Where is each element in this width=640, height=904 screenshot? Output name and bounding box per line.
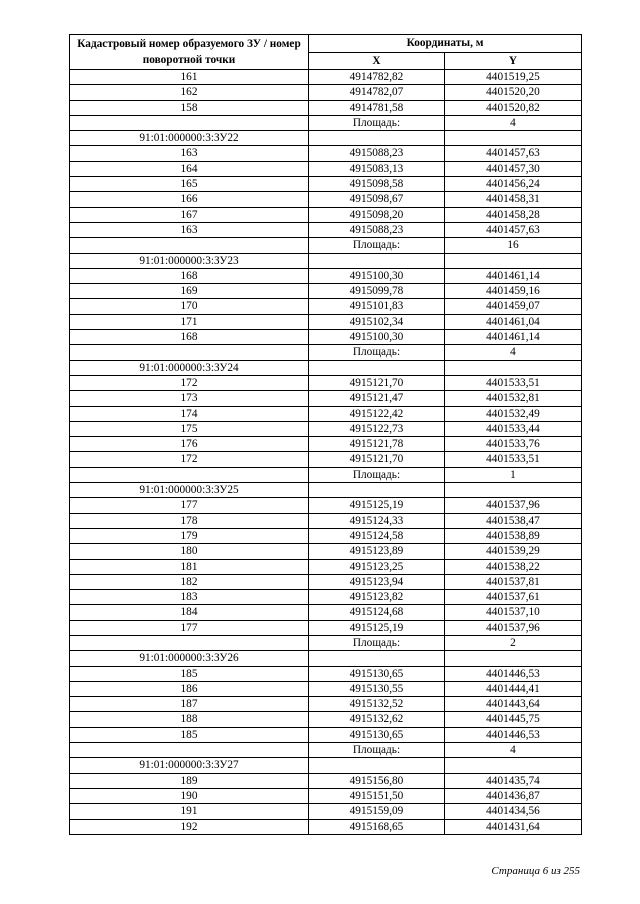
coordinate-y: 4401537,81 [445,574,582,589]
point-row [70,528,582,543]
coordinate-x: 4915100,30 [309,268,445,283]
point-number: 180 [70,544,309,559]
point-row [70,498,582,513]
coordinate-y: 4401533,51 [445,452,582,467]
empty-cell [70,115,309,130]
coordinate-x: 4915121,47 [309,391,445,406]
coordinate-x: 4915125,19 [309,620,445,635]
point-row [70,192,582,207]
coordinate-y: 4401431,64 [445,819,582,834]
point-number: 185 [70,666,309,681]
area-row [70,238,582,253]
empty-cell [445,360,582,375]
empty-cell [309,360,445,375]
coordinate-x: 4915122,73 [309,421,445,436]
coordinate-y: 4401532,49 [445,406,582,421]
point-row [70,788,582,803]
area-label: Площадь: [309,743,445,758]
area-row [70,467,582,482]
coordinate-y: 4401458,31 [445,192,582,207]
point-number: 174 [70,406,309,421]
coordinate-y: 4401537,96 [445,498,582,513]
point-number: 173 [70,391,309,406]
coordinate-x: 4915121,70 [309,452,445,467]
coordinate-y: 4401446,53 [445,666,582,681]
parcel-number: 91:01:000000:3:ЗУ25 [70,483,309,498]
point-number: 178 [70,513,309,528]
point-row [70,330,582,345]
point-row [70,100,582,115]
area-row [70,345,582,360]
point-number: 186 [70,681,309,696]
coordinates-document [69,34,581,835]
empty-cell [309,758,445,773]
point-row [70,177,582,192]
coordinate-x: 4915098,20 [309,207,445,222]
parcel-row [70,131,582,146]
area-label: Площадь: [309,467,445,482]
coordinate-x: 4915130,65 [309,666,445,681]
coordinate-y: 4401443,64 [445,697,582,712]
point-number: 163 [70,146,309,161]
coordinate-y: 4401461,04 [445,314,582,329]
point-row [70,804,582,819]
page-number: Страница 6 из 255 [491,865,580,877]
coordinate-y: 4401459,07 [445,299,582,314]
parcel-number: 91:01:000000:3:ЗУ23 [70,253,309,268]
point-number: 179 [70,528,309,543]
parcel-row [70,253,582,268]
point-row [70,712,582,727]
coordinate-y: 4401538,89 [445,528,582,543]
empty-cell [445,483,582,498]
table-body [70,70,582,835]
empty-cell [70,467,309,482]
area-value: 4 [445,345,582,360]
coordinate-x: 4915123,82 [309,590,445,605]
parcel-row [70,758,582,773]
point-row [70,207,582,222]
parcel-number: 91:01:000000:3:ЗУ27 [70,758,309,773]
point-row [70,574,582,589]
coordinate-x: 4915151,50 [309,788,445,803]
point-number: 168 [70,330,309,345]
point-row [70,697,582,712]
coordinate-y: 4401445,75 [445,712,582,727]
point-row [70,681,582,696]
coordinate-x: 4915124,68 [309,605,445,620]
point-row [70,299,582,314]
coordinate-y: 4401538,22 [445,559,582,574]
point-row [70,605,582,620]
empty-cell [309,253,445,268]
coordinate-y: 4401537,61 [445,590,582,605]
coordinate-x: 4915130,55 [309,681,445,696]
empty-cell [445,758,582,773]
point-row [70,727,582,742]
coordinate-x: 4915130,65 [309,727,445,742]
coordinate-y: 4401435,74 [445,773,582,788]
area-row [70,743,582,758]
empty-cell [70,635,309,650]
point-number: 187 [70,697,309,712]
point-number: 192 [70,819,309,834]
area-label: Площадь: [309,115,445,130]
parcel-number: 91:01:000000:3:ЗУ24 [70,360,309,375]
point-number: 170 [70,299,309,314]
area-value: 4 [445,743,582,758]
area-value: 1 [445,467,582,482]
coordinate-y: 4401436,87 [445,788,582,803]
coordinate-y: 4401538,47 [445,513,582,528]
point-row [70,70,582,85]
area-label: Площадь: [309,238,445,253]
coordinate-x: 4915132,52 [309,697,445,712]
point-row [70,146,582,161]
coordinate-x: 4915125,19 [309,498,445,513]
point-number: 162 [70,85,309,100]
point-number: 158 [70,100,309,115]
coordinate-x: 4915099,78 [309,284,445,299]
header-x: X [309,53,445,70]
coordinate-y: 4401532,81 [445,391,582,406]
point-number: 188 [70,712,309,727]
coordinate-y: 4401520,82 [445,100,582,115]
point-row [70,314,582,329]
coordinate-x: 4915121,78 [309,437,445,452]
coordinate-y: 4401458,28 [445,207,582,222]
coordinate-x: 4915124,33 [309,513,445,528]
point-number: 191 [70,804,309,819]
coordinate-y: 4401519,25 [445,70,582,85]
table-header [70,35,582,70]
coordinate-x: 4915123,94 [309,574,445,589]
coordinates-table [69,34,582,835]
point-number: 181 [70,559,309,574]
coordinate-y: 4401446,53 [445,727,582,742]
point-number: 161 [70,70,309,85]
coordinate-x: 4915121,70 [309,375,445,390]
point-number: 168 [70,268,309,283]
point-number: 164 [70,161,309,176]
empty-cell [445,131,582,146]
coordinate-x: 4915122,42 [309,406,445,421]
point-row [70,666,582,681]
coordinate-y: 4401533,51 [445,375,582,390]
coordinate-x: 4915098,58 [309,177,445,192]
coordinate-x: 4915088,23 [309,222,445,237]
point-number: 182 [70,574,309,589]
area-value: 4 [445,115,582,130]
point-number: 169 [70,284,309,299]
point-number: 177 [70,620,309,635]
point-number: 175 [70,421,309,436]
area-value: 2 [445,635,582,650]
coordinate-x: 4914781,58 [309,100,445,115]
coordinate-y: 4401461,14 [445,268,582,283]
parcel-number: 91:01:000000:3:ЗУ22 [70,131,309,146]
empty-cell [70,345,309,360]
coordinate-y: 4401533,44 [445,421,582,436]
coordinate-x: 4915132,62 [309,712,445,727]
empty-cell [445,651,582,666]
point-number: 190 [70,788,309,803]
coordinate-x: 4914782,07 [309,85,445,100]
point-row [70,819,582,834]
coordinate-y: 4401537,96 [445,620,582,635]
point-row [70,421,582,436]
area-row [70,115,582,130]
header-y: Y [445,53,582,70]
coordinate-y: 4401537,10 [445,605,582,620]
header-coordinates: Координаты, м [309,35,582,53]
point-number: 176 [70,437,309,452]
coordinate-y: 4401457,30 [445,161,582,176]
point-row [70,375,582,390]
point-number: 189 [70,773,309,788]
point-row [70,268,582,283]
point-row [70,437,582,452]
point-number: 163 [70,222,309,237]
empty-cell [445,253,582,268]
coordinate-x: 4915088,23 [309,146,445,161]
point-row [70,406,582,421]
coordinate-x: 4914782,82 [309,70,445,85]
parcel-number: 91:01:000000:3:ЗУ26 [70,651,309,666]
coordinate-y: 4401539,29 [445,544,582,559]
coordinate-y: 4401461,14 [445,330,582,345]
point-number: 183 [70,590,309,605]
empty-cell [70,743,309,758]
point-row [70,452,582,467]
parcel-row [70,483,582,498]
area-label: Площадь: [309,345,445,360]
area-value: 16 [445,238,582,253]
point-row [70,590,582,605]
point-row [70,85,582,100]
coordinate-x: 4915100,30 [309,330,445,345]
coordinate-x: 4915123,89 [309,544,445,559]
point-row [70,161,582,176]
coordinate-x: 4915124,58 [309,528,445,543]
point-number: 172 [70,452,309,467]
point-row [70,620,582,635]
header-parcel-point: Кадастровый номер образуемого ЗУ / номер поворотной точки [70,35,309,70]
area-label: Площадь: [309,635,445,650]
coordinate-y: 4401456,24 [445,177,582,192]
coordinate-x: 4915083,13 [309,161,445,176]
point-number: 167 [70,207,309,222]
coordinate-y: 4401459,16 [445,284,582,299]
point-row [70,559,582,574]
coordinate-y: 4401457,63 [445,222,582,237]
empty-cell [309,131,445,146]
empty-cell [70,238,309,253]
coordinate-y: 4401434,56 [445,804,582,819]
coordinate-x: 4915159,09 [309,804,445,819]
empty-cell [309,483,445,498]
coordinate-y: 4401444,41 [445,681,582,696]
coordinate-x: 4915123,25 [309,559,445,574]
empty-cell [309,651,445,666]
point-row [70,222,582,237]
parcel-row [70,360,582,375]
coordinate-y: 4401457,63 [445,146,582,161]
point-number: 185 [70,727,309,742]
point-number: 177 [70,498,309,513]
point-row [70,391,582,406]
point-number: 166 [70,192,309,207]
coordinate-x: 4915098,67 [309,192,445,207]
coordinate-x: 4915102,34 [309,314,445,329]
coordinate-y: 4401533,76 [445,437,582,452]
point-row [70,773,582,788]
point-number: 184 [70,605,309,620]
point-number: 172 [70,375,309,390]
coordinate-x: 4915168,65 [309,819,445,834]
coordinate-x: 4915156,80 [309,773,445,788]
point-row [70,513,582,528]
area-row [70,635,582,650]
parcel-row [70,651,582,666]
point-number: 171 [70,314,309,329]
coordinate-y: 4401520,20 [445,85,582,100]
point-number: 165 [70,177,309,192]
point-row [70,284,582,299]
coordinate-x: 4915101,83 [309,299,445,314]
point-row [70,544,582,559]
